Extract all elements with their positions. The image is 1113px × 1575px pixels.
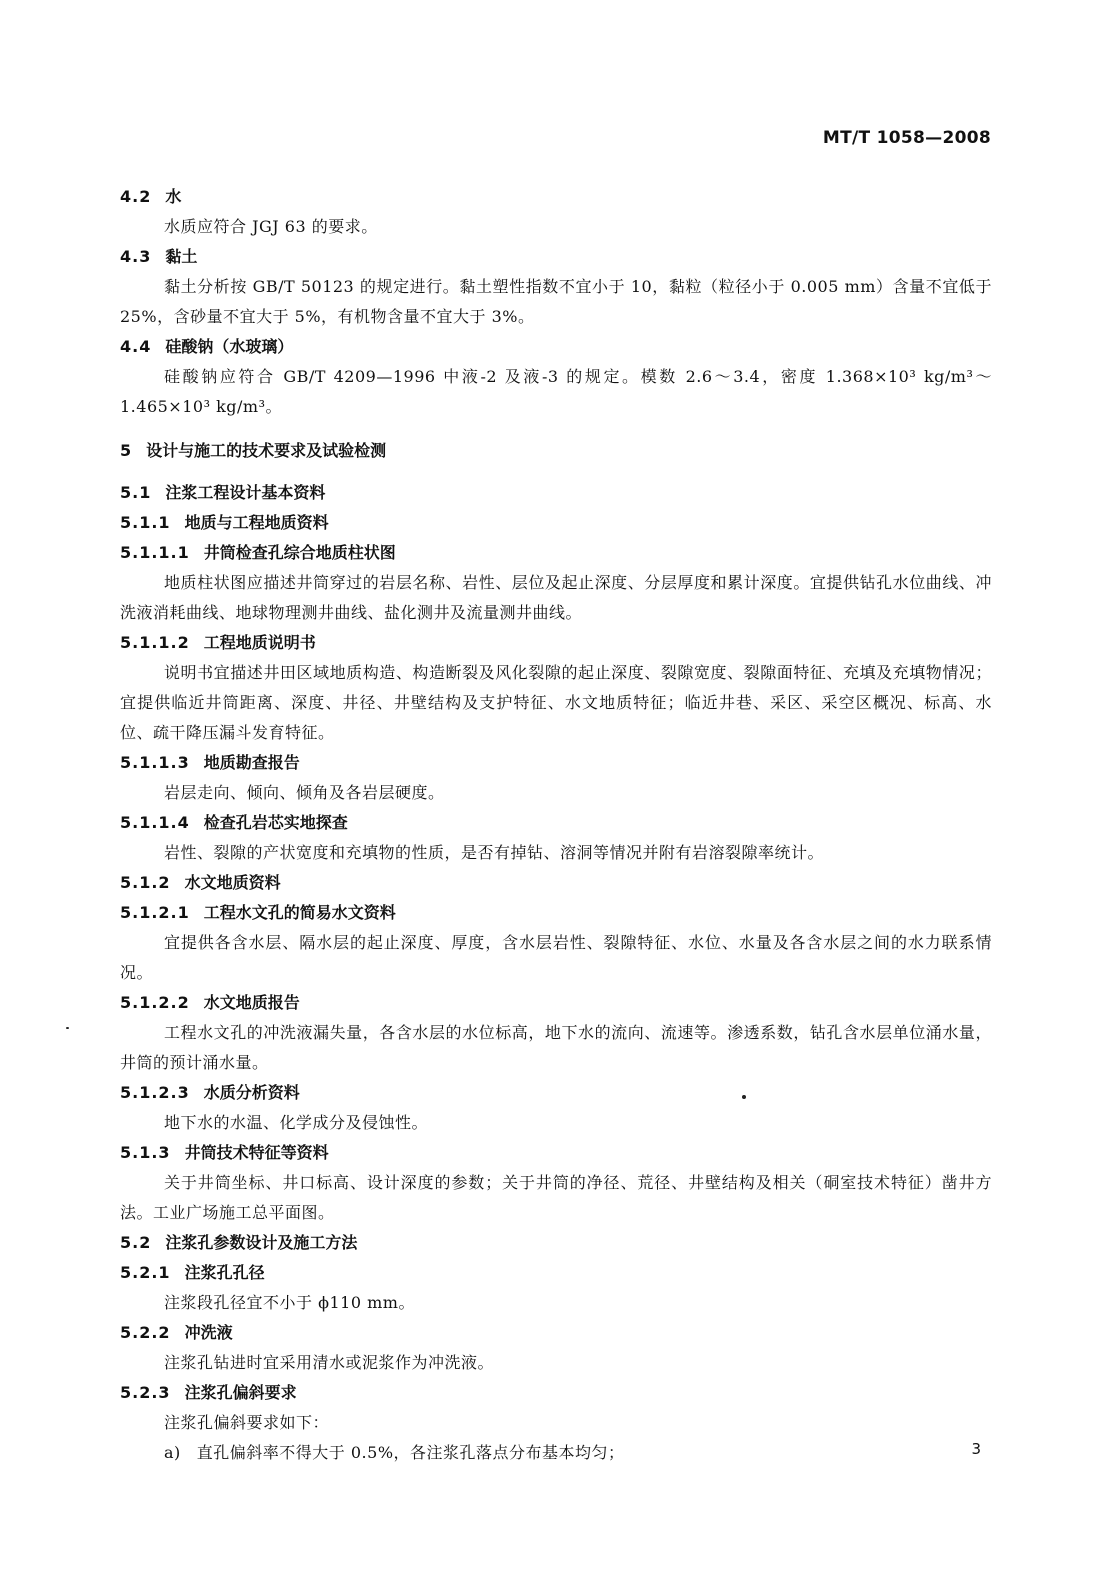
paragraph: 硅酸钠应符合 GB/T 4209—1996 中液-2 及液-3 的规定。模数 2.6～3.4，密度 1.368×10³ kg/m³～1.465×10³ kg/m³。 — [120, 367, 992, 416]
section-heading: 5.1.1 地质与工程地质资料 — [120, 513, 329, 532]
section-heading: 4.3 黏土 — [120, 247, 198, 266]
section-heading: 5.1.2.3 水质分析资料 — [120, 1083, 300, 1102]
paragraph: 黏土分析按 GB/T 50123 的规定进行。黏土塑性指数不宜小于 10，黏粒（粒径小于 0.005 mm）含量不宜低于 25%，含砂量不宜大于 5%，有机物含量不宜大于 3%。 — [120, 277, 992, 326]
section-heading: 5.2.1 注浆孔孔径 — [120, 1263, 265, 1282]
list-item: a) 直孔偏斜率不得大于 0.5%，各注浆孔落点分布基本均匀； — [164, 1443, 625, 1462]
paragraph: 水质应符合 JGJ 63 的要求。 — [164, 217, 378, 236]
section-heading: 5.2 注浆孔参数设计及施工方法 — [120, 1233, 358, 1252]
section-heading: 5.1.1.2 工程地质说明书 — [120, 633, 316, 652]
paragraph: 注浆段孔径宜不小于 ϕ110 mm。 — [164, 1293, 415, 1312]
paragraph: 注浆孔偏斜要求如下： — [164, 1413, 330, 1432]
section-heading: 5.1.1.3 地质勘查报告 — [120, 753, 300, 772]
paragraph: 岩性、裂隙的产状宽度和充填物的性质，是否有掉钻、溶洞等情况并附有岩溶裂隙率统计。 — [164, 843, 825, 862]
section-heading: 5.2.2 冲洗液 — [120, 1323, 233, 1342]
section-heading: 5.1 注浆工程设计基本资料 — [120, 483, 326, 502]
section-heading: 5.2.3 注浆孔偏斜要求 — [120, 1383, 297, 1402]
paragraph: 地下水的水温、化学成分及侵蚀性。 — [164, 1113, 429, 1132]
paragraph: 宜提供各含水层、隔水层的起止深度、厚度，含水层岩性、裂隙特征、水位、水量及各含水层之间的水力联系情况。 — [120, 933, 992, 982]
scan-speck — [742, 1095, 746, 1099]
section-heading: 5.1.2.1 工程水文孔的简易水文资料 — [120, 903, 396, 922]
paragraph: 注浆孔钻进时宜采用清水或泥浆作为冲洗液。 — [164, 1353, 495, 1372]
page-number: 3 — [971, 1440, 981, 1458]
chapter-heading: 5 设计与施工的技术要求及试验检测 — [120, 441, 387, 460]
paragraph: 岩层走向、倾向、倾角及各岩层硬度。 — [164, 783, 445, 802]
section-heading: 5.1.2 水文地质资料 — [120, 873, 281, 892]
scan-speck — [66, 1027, 69, 1029]
document-body — [120, 182, 992, 1468]
section-heading: 5.1.2.2 水文地质报告 — [120, 993, 300, 1012]
paragraph: 地质柱状图应描述井筒穿过的岩层名称、岩性、层位及起止深度、分层厚度和累计深度。宜提供钻孔水位曲线、冲洗液消耗曲线、地球物理测井曲线、盐化测井及流量测井曲线。 — [120, 573, 992, 622]
section-heading: 5.1.1.4 检查孔岩芯实地探查 — [120, 813, 348, 832]
paragraph: 工程水文孔的冲洗液漏失量，各含水层的水位标高，地下水的流向、流速等。渗透系数，钻孔含水层单位涌水量，井筒的预计涌水量。 — [120, 1023, 992, 1072]
section-heading: 4.4 硅酸钠（水玻璃） — [120, 337, 294, 356]
section-heading: 5.1.3 井筒技术特征等资料 — [120, 1143, 329, 1162]
standard-code: MT/T 1058—2008 — [822, 128, 991, 148]
section-heading: 4.2 水 — [120, 187, 182, 206]
paragraph: 关于井筒坐标、井口标高、设计深度的参数；关于井筒的净径、荒径、井壁结构及相关（硐室技术特征）凿井方法。工业广场施工总平面图。 — [120, 1173, 992, 1222]
paragraph: 说明书宜描述井田区域地质构造、构造断裂及风化裂隙的起止深度、裂隙宽度、裂隙面特征、充填及充填物情况；宜提供临近井筒距离、深度、井径、井壁结构及支护特征、水文地质特征；临近井巷、采区、采空区概况、标高、水位、疏干降压漏斗发育特征。 — [120, 663, 992, 742]
section-heading: 5.1.1.1 井筒检查孔综合地质柱状图 — [120, 543, 396, 562]
